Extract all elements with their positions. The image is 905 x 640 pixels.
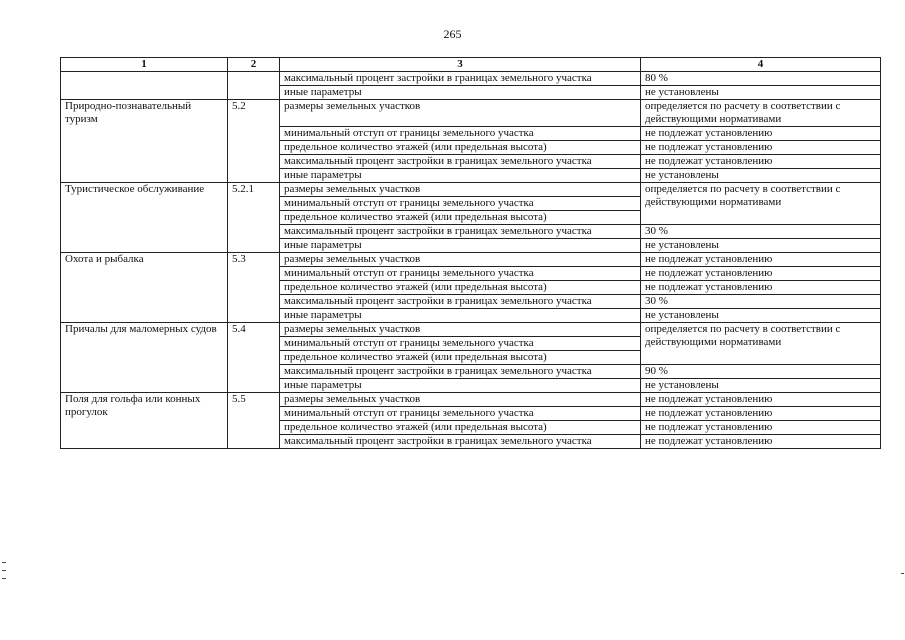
parameter-name: предельное количество этажей (или предельная высота) [280,281,641,295]
column-header-4: 4 [641,58,881,72]
parameter-name: предельное количество этажей (или предельная высота) [280,141,641,155]
parameter-value: не подлежат установлению [641,267,881,281]
parameter-name: минимальный отступ от границы земельного участка [280,407,641,421]
parameter-value: не подлежат установлению [641,155,881,169]
use-type-name: Природно-познавательный туризм [61,100,228,183]
scan-edge-mark [2,570,6,571]
parameter-value: не подлежат установлению [641,421,881,435]
table-row [61,183,881,197]
use-type-name: Охота и рыбалка [61,253,228,323]
use-type-code: 5.5 [228,393,280,449]
parameter-value: определяется по расчету в соответствии с действующими нормативами [641,100,881,127]
parameter-value: 80 % [641,72,881,86]
use-type-code: 5.3 [228,253,280,323]
parameter-name: предельное количество этажей (или предельная высота) [280,211,641,225]
parameter-name: иные параметры [280,86,641,100]
parameter-name: иные параметры [280,239,641,253]
parameter-value: не установлены [641,239,881,253]
parameter-name: размеры земельных участков [280,323,641,337]
parameter-value: не установлены [641,86,881,100]
parameter-value: не установлены [641,379,881,393]
parameter-value: не подлежат установлению [641,141,881,155]
use-type-name: Туристическое обслуживание [61,183,228,253]
parameter-value: не подлежат установлению [641,281,881,295]
parameter-name: иные параметры [280,309,641,323]
parameter-name: минимальный отступ от границы земельного участка [280,197,641,211]
parameter-value: не подлежат установлению [641,127,881,141]
parameter-value: 30 % [641,225,881,239]
column-header-1: 1 [61,58,228,72]
scan-edge-mark [2,562,6,563]
table-row [61,323,881,337]
parameter-value: не установлены [641,169,881,183]
table-body [61,72,881,449]
parameter-name: размеры земельных участков [280,393,641,407]
parameter-value: не подлежат установлению [641,393,881,407]
parameter-name: иные параметры [280,169,641,183]
scan-edge-mark [901,573,904,574]
use-type-code: 5.2.1 [228,183,280,253]
parameter-name: максимальный процент застройки в границах земельного участка [280,435,641,449]
page-number: 265 [443,27,462,41]
parameter-value: 30 % [641,295,881,309]
column-header-3: 3 [280,58,641,72]
parameter-value: 90 % [641,365,881,379]
table-row [61,72,881,86]
parameter-name: максимальный процент застройки в границах земельного участка [280,72,641,86]
column-header-2: 2 [228,58,280,72]
parameter-name: максимальный процент застройки в границах земельного участка [280,365,641,379]
use-type-name: Причалы для маломерных судов [61,323,228,393]
table-row [61,393,881,407]
parameter-name: максимальный процент застройки в границах земельного участка [280,225,641,239]
table-row [61,100,881,127]
parameter-name: размеры земельных участков [280,183,641,197]
use-type-name [61,72,228,100]
parameter-value: не установлены [641,309,881,323]
parameter-name: минимальный отступ от границы земельного участка [280,127,641,141]
use-type-code: 5.2 [228,100,280,183]
parameter-value: определяется по расчету в соответствии с действующими нормативами [641,323,881,365]
parameter-value: не подлежат установлению [641,435,881,449]
parameter-name: предельное количество этажей (или предельная высота) [280,421,641,435]
parameter-name: максимальный процент застройки в границах земельного участка [280,155,641,169]
parameter-value: не подлежат установлению [641,253,881,267]
parameter-name: предельное количество этажей (или предельная высота) [280,351,641,365]
parameter-name: размеры земельных участков [280,100,641,127]
use-type-code [228,72,280,100]
use-type-name: Поля для гольфа или конных прогулок [61,393,228,449]
scan-edge-mark [2,578,6,579]
land-use-regulations-table [60,57,881,449]
parameter-name: максимальный процент застройки в границах земельного участка [280,295,641,309]
table-row [61,253,881,267]
parameter-name: иные параметры [280,379,641,393]
parameter-name: минимальный отступ от границы земельного участка [280,267,641,281]
parameter-name: размеры земельных участков [280,253,641,267]
header-row [61,58,881,72]
parameter-value: не подлежат установлению [641,407,881,421]
parameter-name: минимальный отступ от границы земельного участка [280,337,641,351]
parameter-value: определяется по расчету в соответствии с действующими нормативами [641,183,881,225]
use-type-code: 5.4 [228,323,280,393]
